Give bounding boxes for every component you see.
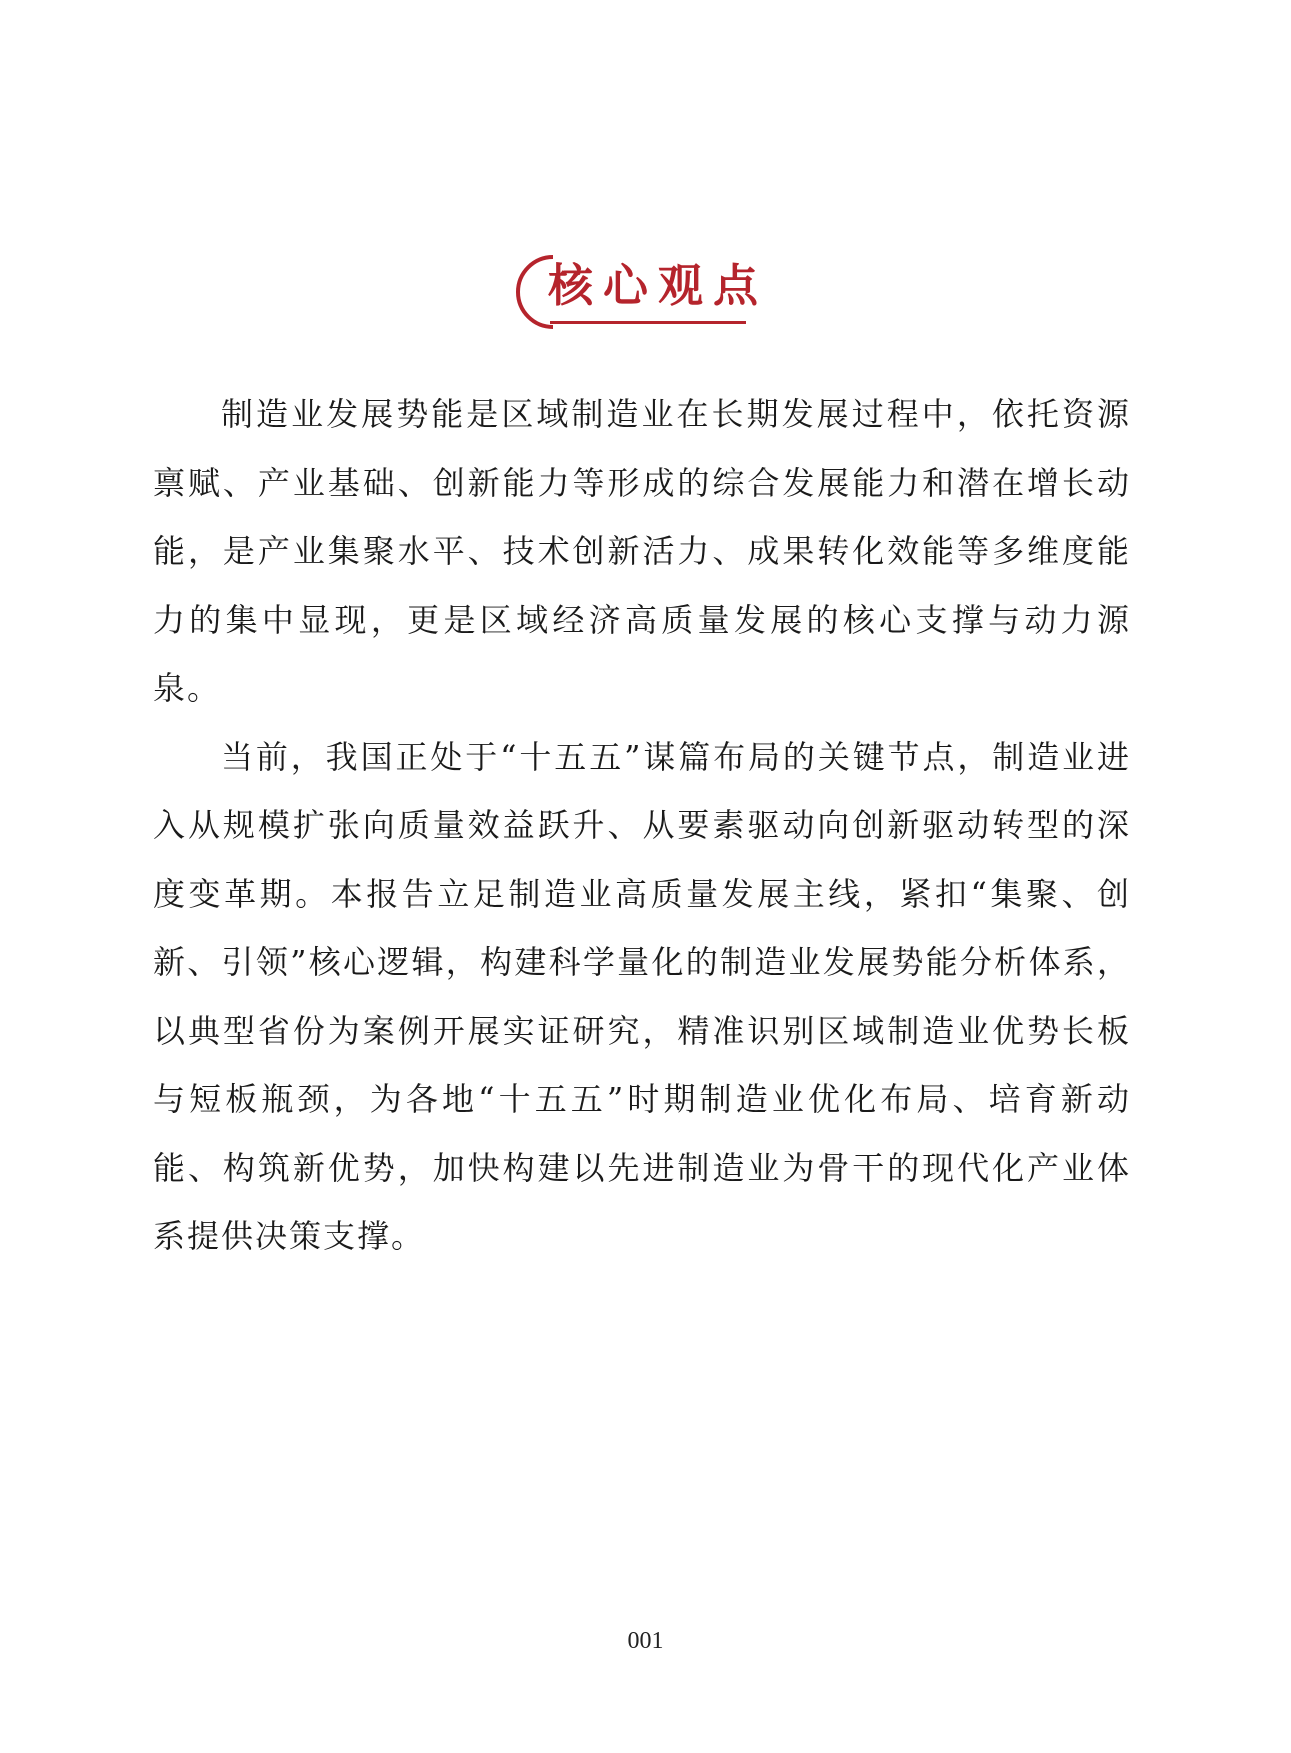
body-text <box>153 380 1131 1271</box>
title-underline <box>550 321 746 324</box>
page-number: 001 <box>627 1628 664 1654</box>
paragraph-definition: 制造业发展势能是区域制造业在长期发展过程中，依托资源禀赋、产业基础、创新能力等形成的综合发展能力和潜在增长动能，是产业集聚水平、技术创新活力、成果转化效能等多维度能力的集中显现，更是区域经济高质量发展的核心支撑与动力源泉。 <box>153 395 1131 707</box>
paragraph-context: 当前，我国正处于“十五五”谋篇布局的关键节点，制造业进入从规模扩张向质量效益跃升、从要素驱动向创新驱动转型的深度变革期。本报告立足制造业高质量发展主线，紧扣“集聚、创新、引领”核心逻辑，构建科学量化的制造业发展势能分析体系，以典型省份为案例开展实证研究，精准识别区域制造业优势长板与短板瓶颈，为各地“十五五”时期制造业优化布局、培育新动能、构筑新优势，加快构建以先进制造业为骨干的现代化产业体系提供决策支撑。 <box>153 737 1131 1255</box>
page-title: 核心观点 <box>548 259 769 312</box>
section-header <box>490 238 770 346</box>
